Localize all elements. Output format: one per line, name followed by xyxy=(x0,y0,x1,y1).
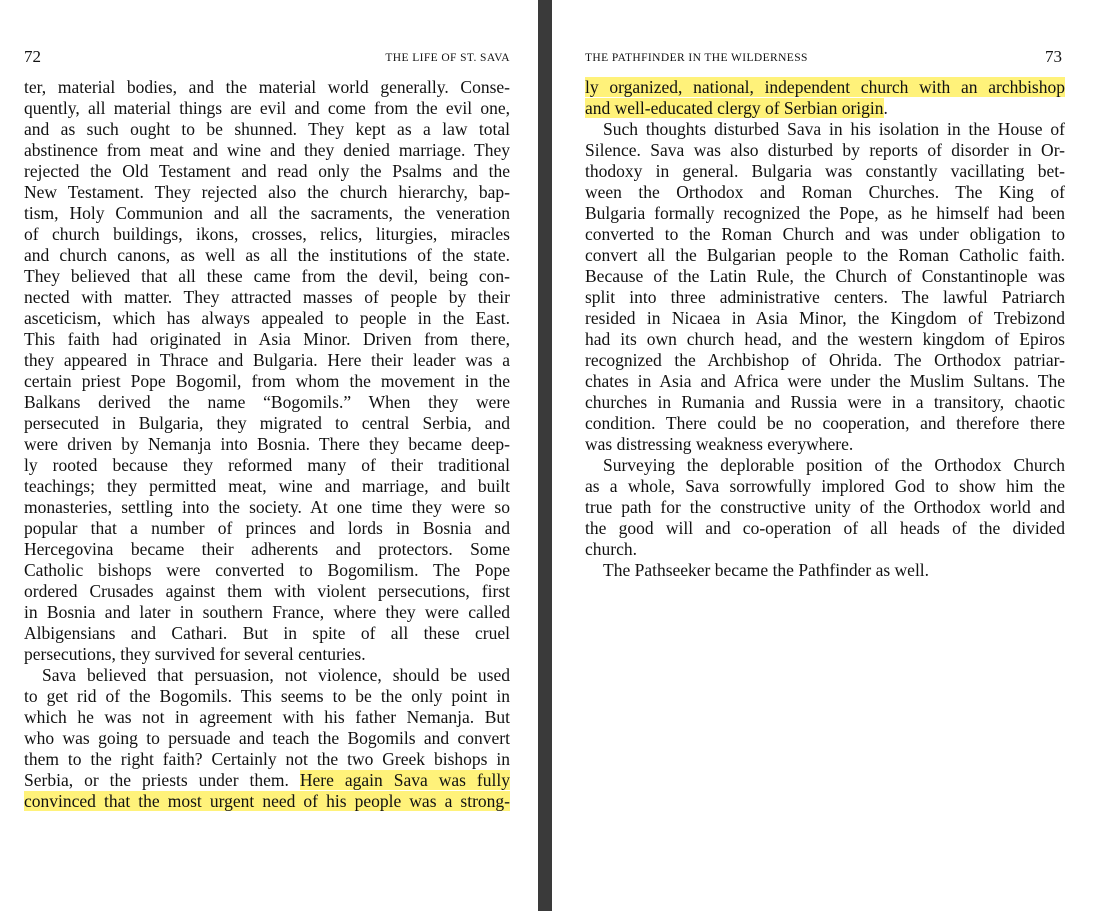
text-line: in Bosnia and later in southern France, where they were called xyxy=(24,602,510,622)
text-line: popular that a number of princes and lords in Bosnia and xyxy=(24,518,510,538)
text-line: persecuted in Bulgaria, they migrated to central Serbia, and xyxy=(24,413,510,433)
text-line: certain priest Pope Bogomil, from whom the movement in the xyxy=(24,371,510,391)
text-line: asceticism, which has always appealed to people in the East. xyxy=(24,308,510,328)
text-line: thodoxy in general. Bulgaria was constantly vacillating bet- xyxy=(585,161,1065,181)
text-line: Sava believed that persuasion, not violence, should be used xyxy=(42,665,510,685)
text-line: was distressing weakness everywhere. xyxy=(585,434,854,454)
text-line: to get rid of the Bogomils. This seems to be the only point in xyxy=(24,686,510,706)
text-line: churches in Rumania and Russia were in a transitory, chaotic xyxy=(585,392,1065,412)
text-line-highlighted xyxy=(24,770,510,791)
plain-text: Serbia, or the priests under them. xyxy=(24,770,300,790)
text-line: teachings; they permitted meat, wine and marriage, and built xyxy=(24,476,510,496)
text-line: of church buildings, ikons, crosses, relics, liturgies, miracles xyxy=(24,224,510,244)
text-line: Hercegovina became their adherents and protectors. Some xyxy=(24,539,510,559)
text-line: They believed that all these came from the devil, being con- xyxy=(24,266,510,286)
text-line: New Testament. They rejected also the church hierarchy, bap- xyxy=(24,182,510,202)
book-gutter xyxy=(538,0,552,911)
text-line: church. xyxy=(585,539,637,559)
highlighted-text: Here again Sava was fully xyxy=(299,770,510,790)
text-line: had its own church head, and the western kingdom of Epiros xyxy=(585,329,1065,349)
text-line: who was going to persuade and teach the Bogomils and convert xyxy=(24,728,510,748)
left-page xyxy=(0,0,538,911)
text-line: Albigensians and Cathari. But in spite of all these cruel xyxy=(24,623,510,643)
page-text[interactable] xyxy=(24,77,510,812)
text-line: Such thoughts disturbed Sava in his isolation in the House of xyxy=(603,119,1065,139)
right-page xyxy=(552,0,1096,911)
text-line: abstinence from meat and wine and they denied marriage. They xyxy=(24,140,510,160)
text-line: ween the Orthodox and Roman Churches. The King of xyxy=(585,182,1065,202)
text-line: split into three administrative centers. The lawful Patriarch xyxy=(585,287,1065,307)
text-line: resided in Nicaea in Asia Minor, the Kingdom of Trebizond xyxy=(585,308,1065,328)
text-line: Bulgaria formally recognized the Pope, as he himself had been xyxy=(585,203,1065,223)
page-number: 73 xyxy=(1045,47,1062,66)
text-line: nected with matter. They attracted masses of people by their xyxy=(24,287,510,307)
plain-text: . xyxy=(883,98,888,118)
text-line: Silence. Sava was also disturbed by reports of disorder in Or- xyxy=(585,140,1065,160)
text-line: ly rooted because they reformed many of their traditional xyxy=(24,455,510,475)
running-head: THE LIFE OF ST. SAVA xyxy=(385,52,510,64)
text-line: and as such ought to be shunned. They kept as a law total xyxy=(24,119,510,139)
highlighted-text: and well-educated clergy of Serbian origin xyxy=(585,98,884,118)
text-line: tism, Holy Communion and all the sacraments, the veneration xyxy=(24,203,510,223)
text-line: Surveying the deplorable position of the Orthodox Church xyxy=(603,455,1065,475)
text-line: ter, material bodies, and the material world generally. Conse- xyxy=(24,77,510,97)
text-line: true path for the constructive unity of the Orthodox world and xyxy=(585,497,1065,517)
text-line: rejected the Old Testament and read only the Psalms and the xyxy=(24,161,510,181)
text-line: This faith had originated in Asia Minor. Driven from there, xyxy=(24,329,510,349)
text-line: condition. There could be no cooperation, and therefore there xyxy=(585,413,1065,433)
text-line: persecutions, they survived for several centuries. xyxy=(24,644,366,664)
text-line-highlighted xyxy=(24,791,510,812)
text-line: The Pathseeker became the Pathfinder as well. xyxy=(603,560,930,580)
text-line: Balkans derived the name “Bogomils.” When they were xyxy=(24,392,510,412)
text-line: quently, all material things are evil and come from the evil one, xyxy=(24,98,510,118)
text-line: were driven by Nemanja into Bosnia. There they became deep- xyxy=(24,434,510,454)
text-line-highlighted xyxy=(585,77,1065,98)
text-line-highlighted xyxy=(585,98,1065,119)
text-line: them to the right faith? Certainly not the two Greek bishops in xyxy=(24,749,510,769)
text-line: as a whole, Sava sorrowfully implored God to show him the xyxy=(585,476,1065,496)
page-number: 72 xyxy=(24,47,41,66)
text-line: chates in Asia and Africa were under the Muslim Sultans. The xyxy=(585,371,1065,391)
page-text[interactable] xyxy=(585,77,1065,581)
text-line: ordered Crusades against them with violent persecutions, first xyxy=(24,581,510,601)
text-line: the good will and co-operation of all heads of the divided xyxy=(585,518,1065,538)
text-line: converted to the Roman Church and was under obligation to xyxy=(585,224,1065,244)
running-head: THE PATHFINDER IN THE WILDERNESS xyxy=(585,52,808,64)
text-line: and church canons, as well as all the institutions of the state. xyxy=(24,245,510,265)
text-line: Because of the Latin Rule, the Church of Constantinople was xyxy=(585,266,1065,286)
highlighted-text: ly organized, national, independent church with an archbishop xyxy=(585,77,1065,97)
text-line: which he was not in agreement with his father Nemanja. But xyxy=(24,707,510,727)
text-line: recognized the Archbishop of Ohrida. The Orthodox patriar- xyxy=(585,350,1065,370)
highlighted-text: convinced that the most urgent need of his people was a strong- xyxy=(24,791,510,811)
text-line: convert all the Bulgarian people to the Roman Catholic faith. xyxy=(585,245,1065,265)
text-line: Catholic bishops were converted to Bogomilism. The Pope xyxy=(24,560,510,580)
text-line: they appeared in Thrace and Bulgaria. Here their leader was a xyxy=(24,350,510,370)
text-line: monasteries, settling into the society. At one time they were so xyxy=(24,497,510,517)
